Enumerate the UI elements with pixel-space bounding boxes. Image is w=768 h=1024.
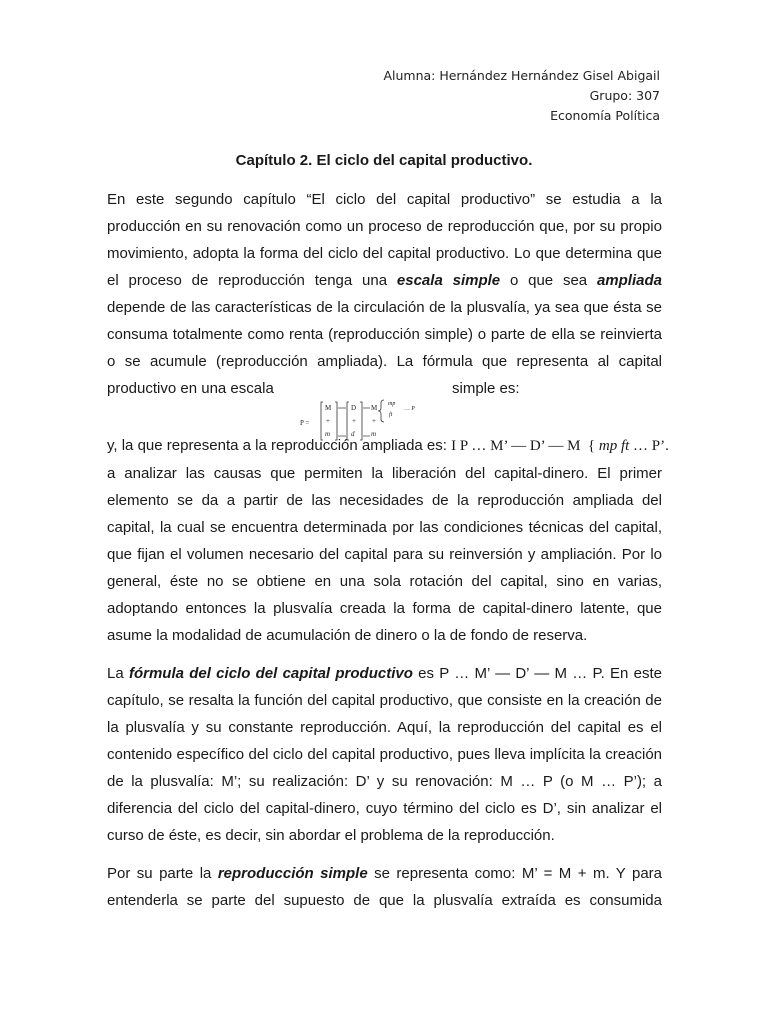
formula-m1: M — [325, 404, 332, 412]
formula-mp: mp — [388, 401, 396, 407]
text-line: la plusvalía y su constante reproducción. Aquí, la reproducción del capital es el — [107, 719, 662, 736]
paragraph-3 — [107, 860, 662, 914]
formula-plus3: + — [372, 417, 376, 425]
formula-p: P = — [300, 419, 310, 427]
formula-m4: m — [371, 430, 377, 438]
text-line: La fórmula del ciclo del capital productivo es P … M’ — D’ — M … P. En este — [107, 665, 663, 682]
document-body — [107, 186, 669, 914]
formula-ft: ft — [389, 412, 393, 418]
text-line: consuma totalmente como renta (reproducción simple) o parte de ella se reinvierta — [107, 326, 662, 343]
text-line: En este segundo capítulo “El ciclo del capital productivo” se estudia a la — [107, 191, 662, 208]
formula-dots-p: … P — [404, 406, 415, 412]
student-name: Alumna: Hernández Hernández Gisel Abigail — [383, 68, 660, 83]
text-line: capital, la cual se encuentra determinada por las condiciones técnicas del capital, — [107, 519, 662, 536]
text-line: asume la modalidad de acumulación de dinero o la de fondo de reserva. — [107, 627, 588, 644]
formula-plus2: + — [352, 417, 356, 425]
text-line: y, la que representa a la reproducción ampliada es: I P … M’ — D’ — M { mp ft … P’. — [107, 437, 669, 454]
formula-d1: D — [351, 404, 357, 412]
emphasis-formula-ciclo: fórmula del ciclo del capital productivo — [128, 665, 413, 682]
text-line: diferencia del ciclo del capital-dinero, cuyo término del ciclo es D’, sin analizar el — [107, 800, 662, 817]
text-line: curso de éste, es decir, sin abordar el problema de la reproducción. — [107, 827, 555, 844]
formula-plus1: + — [326, 417, 330, 425]
expanded-reproduction-formula: I P … M’ — D’ — M { mp ft … P’. — [451, 438, 669, 454]
paragraph-2 — [107, 660, 662, 849]
text-line: entenderla se parte del supuesto de que la plusvalía extraída es consumida — [107, 892, 662, 909]
group-number: Grupo: 307 — [589, 88, 660, 103]
text-line: Por su parte la reproducción simple se representa como: M’ = M + m. Y para — [107, 865, 662, 882]
text-line: el proceso de reproducción tenga una escala simple o que sea ampliada — [107, 272, 662, 289]
chapter-title: Capítulo 2. El ciclo del capital productivo. — [235, 152, 533, 169]
formula-m2: m — [325, 430, 331, 438]
text-line: movimiento, adopta la forma del ciclo del capital productivo. Lo que determina que — [107, 245, 662, 262]
formula-d2: d — [351, 430, 355, 438]
simple-reproduction-formula — [300, 398, 440, 446]
emphasis-reproduccion-simple: reproducción simple — [217, 865, 368, 882]
text-line: elemento se da a partir de las necesidades de la reproducción ampliada del — [107, 492, 662, 509]
text-line: capítulo, se resalta la función del capital productivo, que consiste en la creación de — [107, 692, 662, 709]
text-line: o se acumule (reproducción ampliada). La fórmula que representa al capital — [107, 353, 662, 370]
text-line: producción en su renovación como un proceso de reproducción que, por su propio — [107, 218, 662, 235]
subject-name: Economía Política — [550, 108, 660, 123]
text-line: a analizar las causas que permiten la liberación del capital-dinero. El primer — [107, 465, 662, 482]
text-line: general, éste no se obtiene en una sola rotación del capital, sino en varias, — [107, 573, 662, 590]
text-line: que fijan el volumen necesario del capital para su reinversión y ampliación. Por lo — [107, 546, 662, 563]
text-line: adoptando entonces la plusvalía creada la forma de capital-dinero latente, que — [107, 600, 662, 617]
text-line: contenido específico del ciclo del capital productivo, pues lleva implícita la creación — [107, 746, 662, 763]
emphasis-escala-simple: escala simple — [396, 272, 501, 289]
text-line: depende de las características de la circulación de la plusvalía, ya sea que ésta se — [107, 299, 662, 316]
text-line: de la plusvalía: M’; su realización: D’ y su renovación: M … P (o M … P’); a — [107, 773, 662, 790]
text-line: productivo en una escala simple es: — [107, 380, 520, 397]
formula-m3: M — [371, 404, 378, 412]
author-header — [383, 66, 660, 126]
emphasis-ampliada: ampliada — [596, 272, 662, 289]
